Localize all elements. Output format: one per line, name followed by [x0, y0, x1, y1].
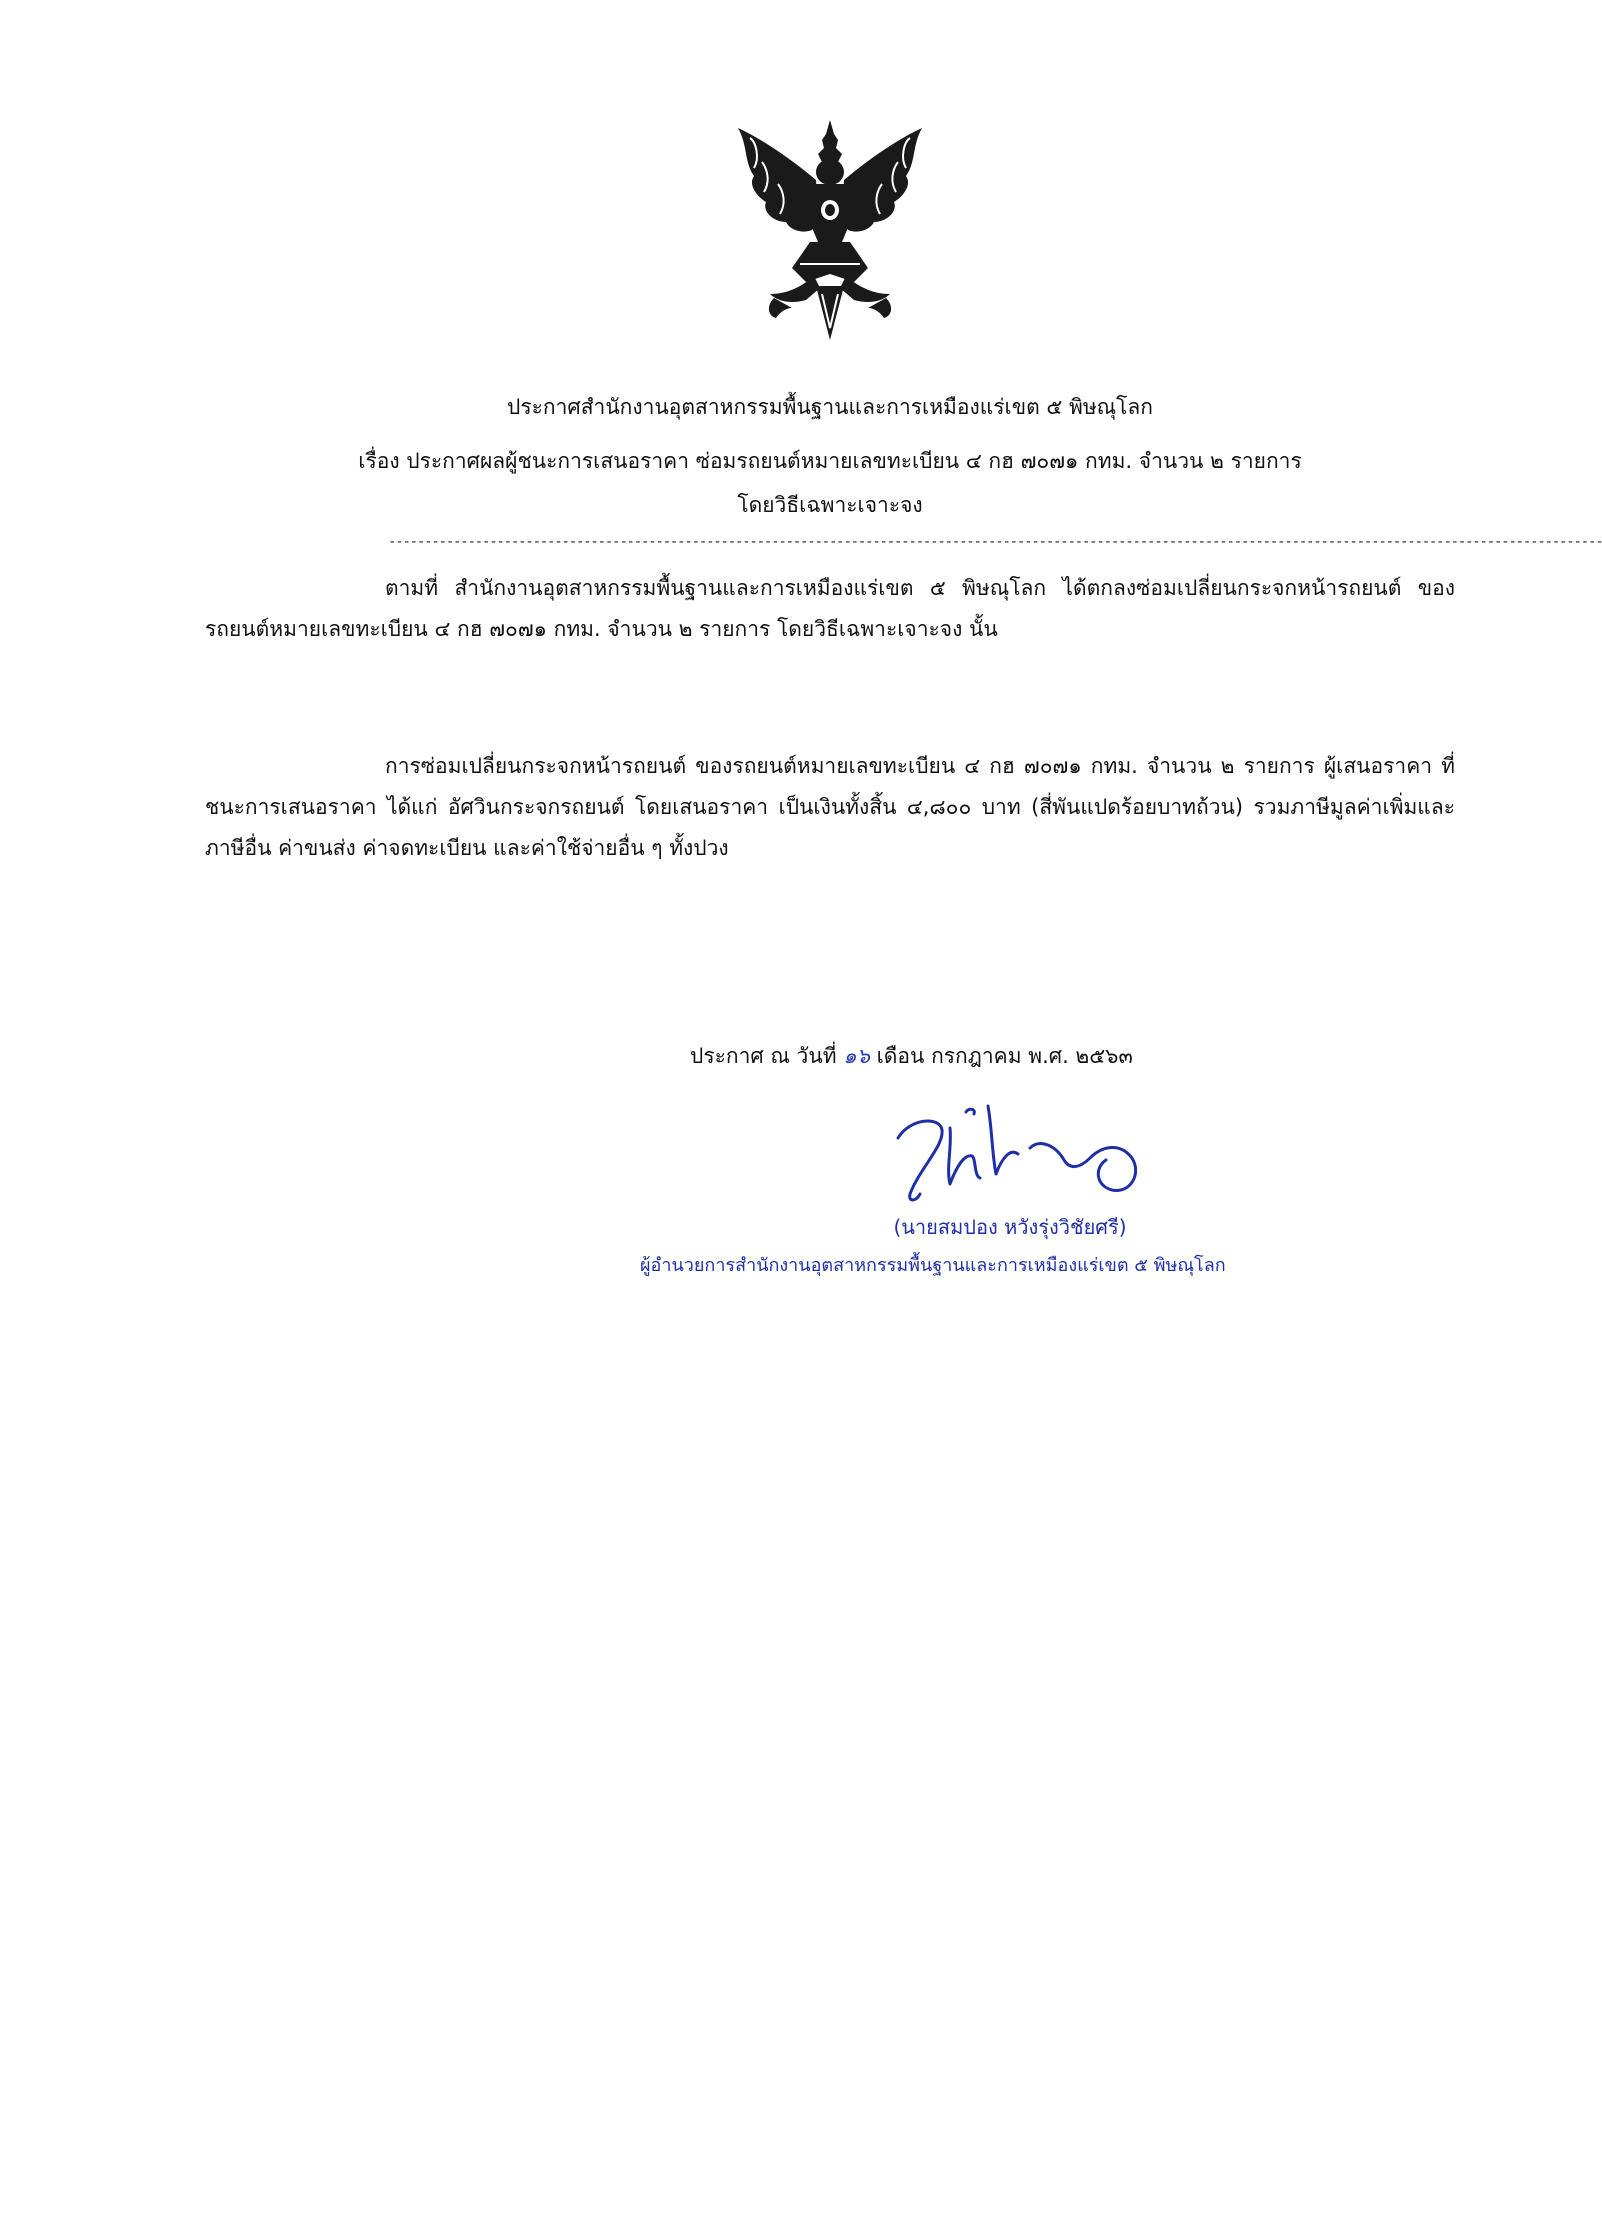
announcement-heading: ประกาศสำนักงานอุตสาหกรรมพื้นฐานและการเหมืองแร่เขต ๕ พิษณุโลก — [506, 395, 1154, 419]
date-day: ๑๖ — [843, 1044, 870, 1068]
procurement-method: โดยวิธีเฉพาะเจาะจง — [737, 493, 923, 517]
garuda-emblem-icon — [730, 118, 930, 343]
announcement-date — [690, 1040, 1390, 1072]
dashed-divider: ------------------------------------------------------------------------------------------------------------------------------------------------------------------------ — [388, 534, 1602, 550]
announcement-subject: เรื่อง ประกาศผลผู้ชนะการเสนอราคา ซ่อมรถยนต์หมายเลขทะเบียน ๔ กฮ ๗๐๗๑ กทม. จำนวน ๒ รายการ — [358, 449, 1302, 473]
date-prefix: ประกาศ ณ วันที่ — [690, 1044, 837, 1068]
body-paragraph-2 — [205, 746, 1455, 869]
paragraph-2-text: การซ่อมเปลี่ยนกระจกหน้ารถยนต์ ของรถยนต์หมายเลขทะเบียน ๔ กฮ ๗๐๗๑ กทม. จำนวน ๒ รายการ ผู้เสนอราคา ที่ชนะการเสนอราคา ได้แก่ อัศวินกระจกรถยนต์ โดยเสนอราคา เป็นเงินทั้งสิ้น ๔,๘๐๐ บาท (สี่พันแปดร้อยบาทถ้วน) รวมภาษีมูลค่าเพิ่มและภาษีอื่น ค่าขนส่ง ค่าจดทะเบียน และค่าใช้จ่ายอื่น ๆ ทั้งปวง — [205, 754, 1455, 860]
date-suffix: เดือน กรกฎาคม พ.ศ. ๒๕๖๓ — [876, 1044, 1133, 1068]
handwritten-signature — [880, 1098, 1180, 1208]
signatory-title: ผู้อำนวยการสำนักงานอุตสาหกรรมพื้นฐานและการเหมืองแร่เขต ๕ พิษณุโลก — [640, 1255, 1226, 1276]
paragraph-1-text: ตามที่ สำนักงานอุตสาหกรรมพื้นฐานและการเหมืองแร่เขต ๕ พิษณุโลก ได้ตกลงซ่อมเปลี่ยนกระจกหน้ารถยนต์ ของรถยนต์หมายเลขทะเบียน ๔ กฮ ๗๐๗๑ กทม. จำนวน ๒ รายการ โดยวิธีเฉพาะเจาะจง นั้น — [205, 576, 1455, 641]
body-paragraph-1 — [205, 568, 1455, 650]
signatory-name: (นายสมปอง หวังรุ่งวิชัยศรี) — [893, 1215, 1127, 1239]
